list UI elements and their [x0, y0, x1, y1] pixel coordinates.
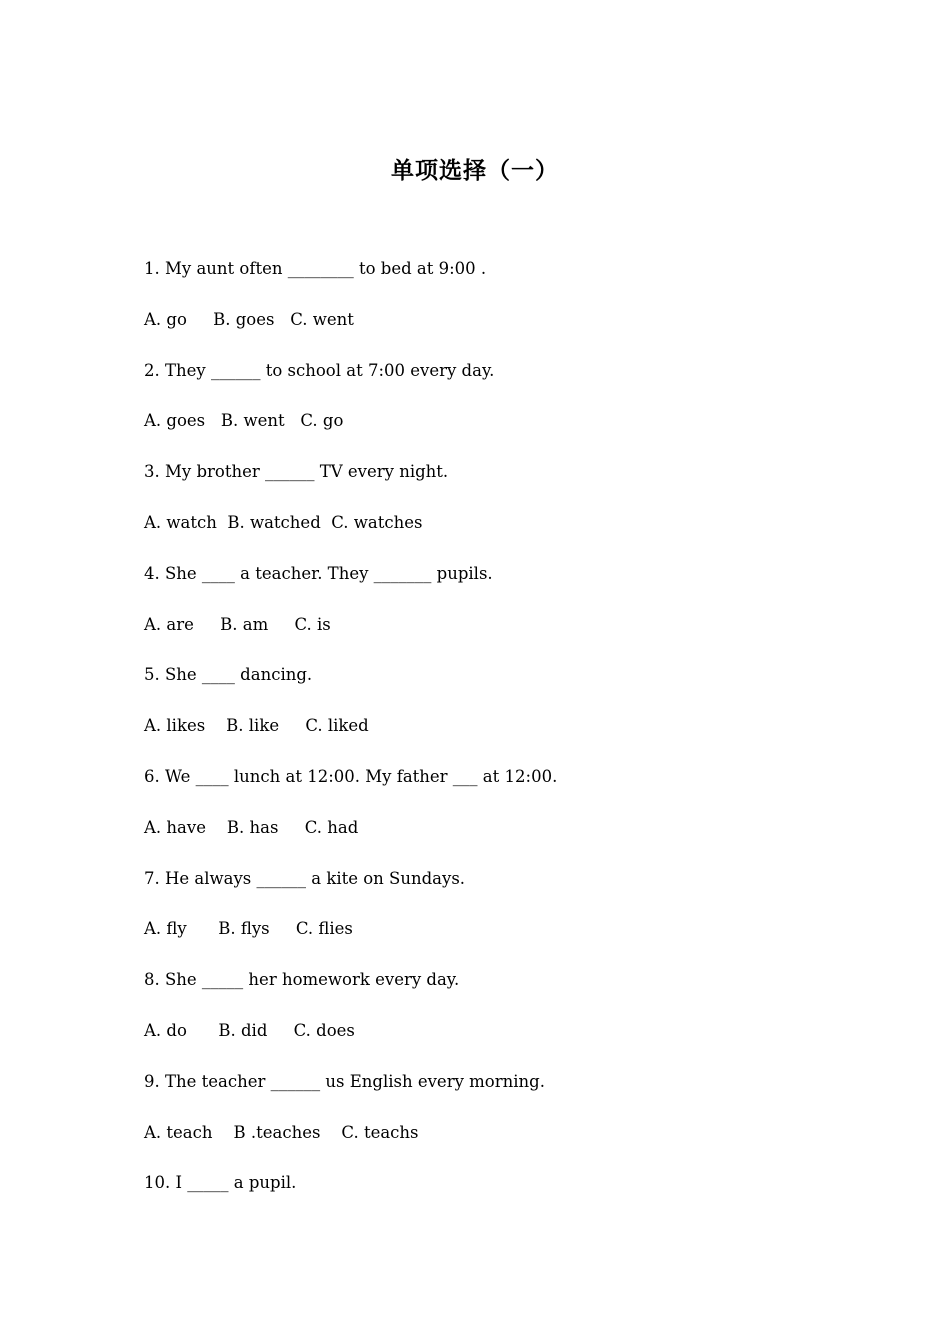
question-3-options: A. watch B. watched C. watches — [144, 512, 423, 532]
question-1-options: A. go B. goes C. went — [144, 309, 354, 329]
question-3: 3. My brother ______ TV every night. — [144, 462, 449, 482]
question-list — [144, 256, 557, 1221]
page-title: 单项选择（一） — [391, 157, 559, 184]
question-6-options: A. have B. has C. had — [144, 817, 359, 837]
question-5: 5. She ____ dancing. — [144, 665, 313, 685]
question-1: 1. My aunt often ________ to bed at 9:00 . — [144, 259, 487, 278]
question-8-options: A. do B. did C. does — [144, 1020, 355, 1040]
question-7: 7. He always ______ a kite on Sundays. — [144, 868, 466, 888]
question-9: 9. The teacher ______ us English every morning. — [144, 1071, 545, 1091]
question-4-options: A. are B. am C. is — [144, 614, 331, 634]
question-6: 6. We ____ lunch at 12:00. My father ___ at 12:00. — [144, 766, 558, 786]
question-2-options: A. goes B. went C. go — [144, 411, 344, 431]
question-7-options: A. fly B. flys C. flies — [144, 919, 353, 939]
question-4: 4. She ____ a teacher. They _______ pupils. — [144, 563, 493, 583]
question-2: 2. They ______ to school at 7:00 every day. — [144, 360, 495, 380]
question-5-options: A. likes B. like C. liked — [144, 716, 369, 736]
question-10: 10. I _____ a pupil. — [144, 1173, 297, 1193]
question-8: 8. She _____ her homework every day. — [144, 970, 460, 990]
question-9-options: A. teach B .teaches C. teachs — [144, 1122, 419, 1142]
